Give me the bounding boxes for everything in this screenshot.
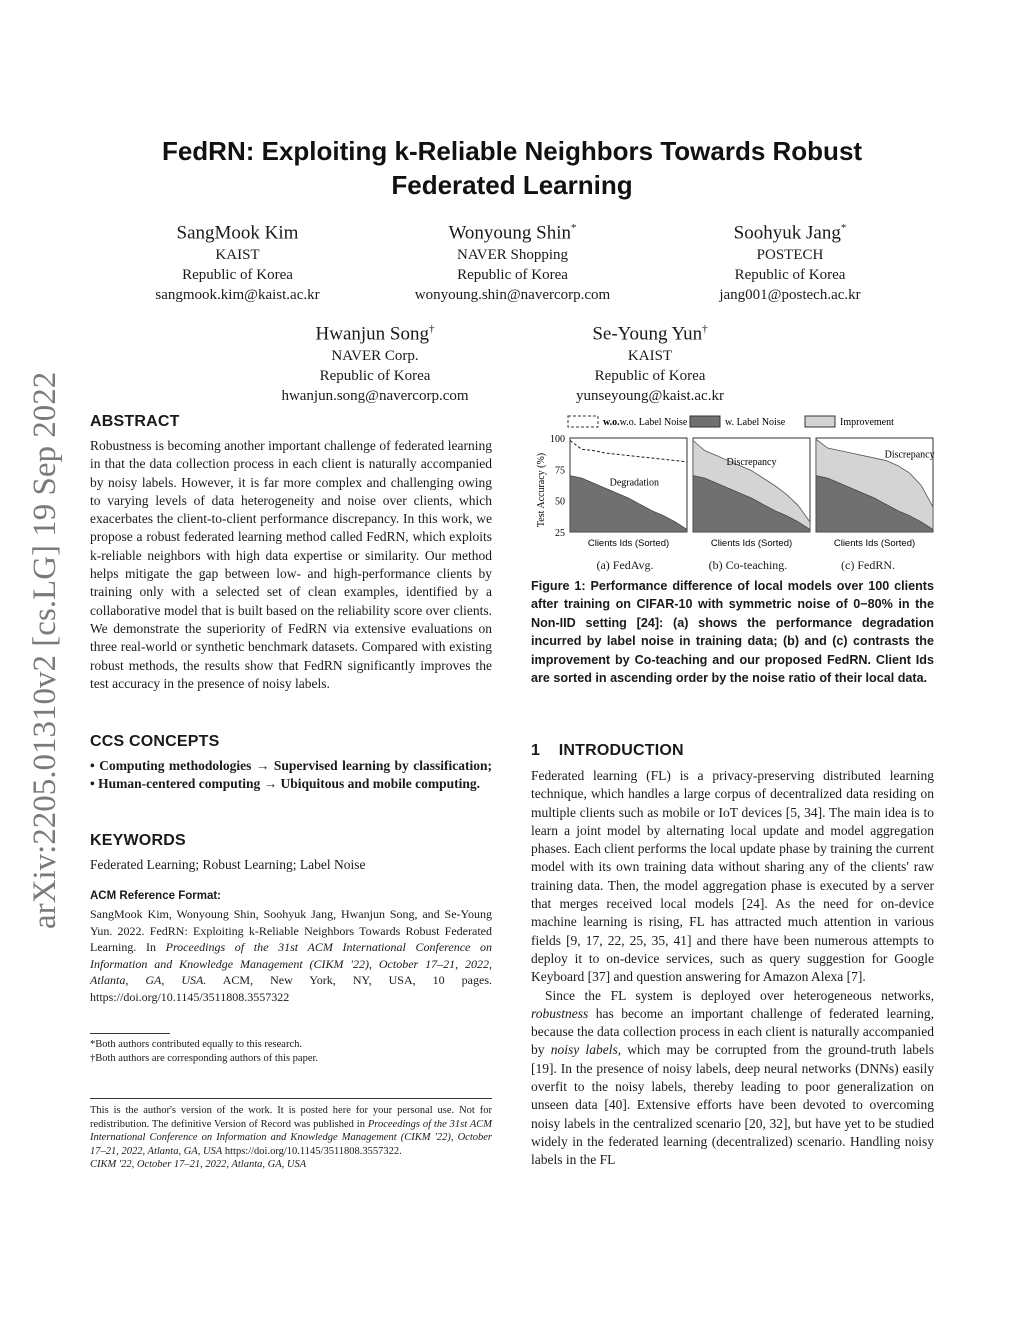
figure-1 xyxy=(530,410,940,580)
author-affiliation: NAVER Corp. xyxy=(331,348,419,365)
chart-panels xyxy=(570,438,935,549)
y-tick-label: 100 xyxy=(550,434,565,445)
abstract-text: Robustness is becoming another important challenge of federated learning in that the data collection process in each client is naturally accompanied by noisy labels. However, it is far more complex and challenging owing to varying levels of data heterogeneity and noise over clients, which exacerbates the client-to-client performance discrepancy. In this work, we propose a robust federated learning method called FedRN, which exploits k-reliable neighbors with high data expertise or similarity. Our method helps mitigate the gap between low- and high-performance clients by training only with a selected set of clean examples, identified by a collaborative model that is built based on the reliability score over clients. We demonstrate the superiority of FedRN via extensive evaluations on three real-world or synthetic benchmark datasets. Compared with existing robust methods, the results show that FedRN significantly improves the test accuracy in the presence of noisy labels. xyxy=(90,438,492,691)
keywords-heading: KEYWORDS xyxy=(90,832,186,849)
title-line-2: Federated Learning xyxy=(391,170,633,200)
intro-paragraph-1: Federated learning (FL) is a privacy-preserving distributed learning technique, which handles a large corpus of decentralized data residing on multiple clients such as mobile or IoT devices [5, 34]. The main idea is to learn a joint model by alternating local update and model aggregation phases. Each client performs the local update phase by training the current model with its own training data without sharing any of the clients' raw training data. Then, the model aggregation phase is executed by a server that merges received local models [24]. As the need for on-device machine learning is rising, FL has attracted much attention in various fields [9, 17, 22, 25, 35, 41] and there have been numerous attempts to deploy it to on-device services, such as query suggestion for Google Keyboard [37] and question answering for Amazon Alexa [7]. xyxy=(531,768,934,985)
y-tick-label: 50 xyxy=(555,496,565,508)
version-note: This is the author's version of the work. It is posted here for your personal use. Not for redistribution. The definitive Version of Record was published in Proceedings of the 31st ACM International Conference on Information and Knowledge Management (CIKM '22), October 17–21, 2022, Atlanta, GA, USA https://doi.org/10.1145/3511808.3557322. CIKM '22, October 17–21, 2022, Atlanta, GA, USA xyxy=(90,1105,493,1170)
author-email: hwanjun.song@navercorp.com xyxy=(281,388,469,405)
legend-label-wo-noise: w.o.w.o. Label Noise xyxy=(603,417,688,428)
figure-caption: Figure 1: Performance difference of local models over 100 clients after training on CIFAR-10 with symmetric noise of 0−80% in the Non-IID setting [24]: (a) shows the performance degradation incurred by label noise in training data; (b) and (c) contrasts the improvement by Co-teaching and our proposed FedRN. Client Ids are sorted in ascending order by the noise ratio of their local data. xyxy=(531,579,934,686)
panel-annotation: Degradation xyxy=(609,477,660,489)
legend-swatch-improvement xyxy=(805,416,835,427)
author-email: sangmook.kim@kaist.ac.kr xyxy=(155,287,320,304)
author-country: Republic of Korea xyxy=(182,267,293,284)
ccs-heading: CCS CONCEPTS xyxy=(90,733,220,750)
author-block: Wonyoung Shin* NAVER Shopping Republic of Korea wonyoung.shin@navercorp.com xyxy=(390,216,635,305)
ccs-text: • Computing methodologies → Supervised learning by classification; • Human-centered computing → Ubiquitous and mobile computing. xyxy=(90,758,492,792)
panel-label-a: (a) FedAvg. xyxy=(596,558,654,572)
x-axis-label: Clients Ids (Sorted) xyxy=(833,538,916,549)
author-block xyxy=(130,216,345,305)
title-line-1: FedRN: Exploiting k-Reliable Neighbors Towards Robust xyxy=(161,136,863,166)
author-name: Hwanjun Song xyxy=(315,323,429,345)
author-country: Republic of Korea xyxy=(319,368,431,385)
version-note-rule xyxy=(90,1098,492,1099)
author-email: yunseyoung@kaist.ac.kr xyxy=(576,388,724,405)
footnote-rule xyxy=(90,1033,170,1034)
author-affiliation: POSTECH xyxy=(756,247,824,264)
intro-text xyxy=(531,767,934,1170)
acm-ref-text: SangMook Kim, Wonyoung Shin, Soohyuk Jang, Hwanjun Song, and Se-Young Yun. 2022. FedRN: Exploiting k-Reliable Neighbors Towards Robust Federated Learning. In Proceedings of the 31st ACM International Conference on Information and Knowledge Management (CIKM '22), October 17–21, 2022, Atlanta, GA, USA. ACM, New York, NY, USA, 10 pages. https://doi.org/10.1145/3511808.3557322 xyxy=(90,907,492,1004)
author-email: jang001@postech.ac.kr xyxy=(719,287,861,304)
panel-1 xyxy=(693,438,810,549)
y-tick-label: 25 xyxy=(555,528,565,539)
author-name: SangMook Kim xyxy=(176,222,299,244)
x-axis-label: Clients Ids (Sorted) xyxy=(710,538,793,549)
author-country: Republic of Korea xyxy=(594,368,706,385)
footnote-1: *Both authors contributed equally to this research. xyxy=(90,1039,302,1050)
intro-paragraph-2: Since the FL system is deployed over heterogeneous networks, robustness has become an important challenge of federated learning, because the data collection process in each client is naturally accompanied by noisy labels, which may be corrupted from the ground-truth labels [19]. In the presence of noisy labels, deep neural networks (DNNs) easily overfit to the noisy labels, thereby leading to poor generalization on unseen data [40]. Extensive efforts have been devoted to overcoming noisy labels in the centralized scenario [20, 32], but have yet to be studied widely in the federated learning (decentralized) scenario. Handling noisy labels in the FL xyxy=(531,987,935,1168)
author-name: Se-Young Yun xyxy=(592,323,703,345)
keywords-text: Federated Learning; Robust Learning; Label Noise xyxy=(90,857,366,872)
footnote-2: †Both authors are corresponding authors of this paper. xyxy=(90,1053,319,1064)
paper-title xyxy=(100,134,924,202)
y-ticks xyxy=(550,434,565,539)
abstract-heading: ABSTRACT xyxy=(90,413,180,430)
author-affiliation: KAIST xyxy=(627,348,673,365)
author-name: Soohyuk Jang xyxy=(733,222,841,244)
y-tick-label: 75 xyxy=(555,465,565,477)
panel-label-c: (c) FedRN. xyxy=(841,558,895,572)
panel-label-b: (b) Co-teaching. xyxy=(708,558,788,572)
panel-annotation: Discrepancy xyxy=(884,449,935,461)
legend-label-improvement: Improvement xyxy=(840,417,894,428)
panel-annotation: Discrepancy xyxy=(726,456,777,468)
author-name: Wonyoung Shin xyxy=(448,222,571,244)
author-affiliation: KAIST xyxy=(215,247,260,264)
author-email: wonyoung.shin@navercorp.com xyxy=(414,287,611,304)
author-block: Hwanjun Song† NAVER Corp. Republic of Korea hwanjun.song@navercorp.com xyxy=(265,317,485,406)
y-axis-label: Test Accuracy (%) xyxy=(536,452,547,528)
arxiv-stamp: arXiv:2205.01310v2 [cs.LG] 19 Sep 2022 xyxy=(27,371,63,929)
panel-0 xyxy=(570,438,687,549)
acm-ref-heading: ACM Reference Format: xyxy=(90,890,221,902)
panel-2 xyxy=(816,438,935,549)
legend-swatch-w-noise xyxy=(690,416,720,427)
legend-swatch-wo-noise xyxy=(568,416,598,427)
intro-heading: 1 INTRODUCTION xyxy=(531,742,684,759)
x-axis-label: Clients Ids (Sorted) xyxy=(587,538,670,549)
author-country: Republic of Korea xyxy=(734,267,846,284)
author-country: Republic of Korea xyxy=(457,267,568,284)
author-affiliation: NAVER Shopping xyxy=(457,247,568,264)
author-block: Se-Young Yun† KAIST Republic of Korea yunseyoung@kaist.ac.kr xyxy=(545,317,755,406)
legend-label-w-noise: w. Label Noise xyxy=(725,417,786,428)
author-block: Soohyuk Jang* POSTECH Republic of Korea jang001@postech.ac.kr xyxy=(690,216,890,305)
figure-svg xyxy=(530,410,940,580)
